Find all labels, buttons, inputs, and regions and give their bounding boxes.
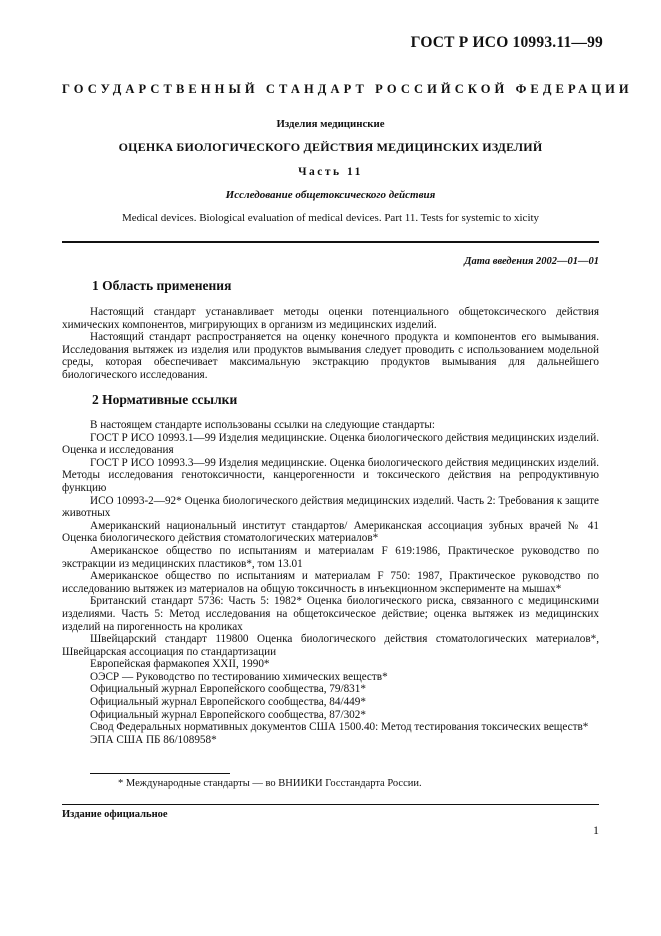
reference-item: Официальный журнал Европейского сообщества, 79/831* xyxy=(90,683,366,696)
section-2-heading: 2 Нормативные ссылки xyxy=(92,392,238,407)
reference-item: Американское общество по испытаниям и материалам F 619:1986, Практическое руководство по экстракции из медицинских пластиков*, том 13.01 xyxy=(62,544,599,570)
reference-item: ГОСТ Р ИСО 10993.1—99 Изделия медицинские. Оценка биологического действия медицинских изделий. Оценка и исследования xyxy=(62,431,599,457)
reference-item: Американский национальный институт стандартов/ Американская ассоциация зубных врачей № 41 Оценка биологического действия стоматологических материалов* xyxy=(62,519,599,545)
english-title: Medical devices. Biological evaluation of medical devices. Part 11. Tests for systemic to xicity xyxy=(121,212,540,224)
edition-label: Издание официальное xyxy=(62,809,168,820)
paragraph: Настоящий стандарт устанавливает методы оценки потенциального общетоксического действия химических компонентов, мигрирующих в организм из медицинских изделий. xyxy=(62,306,599,331)
reference-item: Официальный журнал Европейского сообщества, 87/302* xyxy=(90,708,366,721)
document-subject: Изделия медицинские xyxy=(276,118,385,130)
reference-item: В настоящем стандарте использованы ссылки на следующие стандарты: xyxy=(90,419,435,431)
standard-code: ГОСТ Р ИСО 10993.11—99 xyxy=(410,34,603,51)
document-subtitle: Исследование общетоксического действия xyxy=(225,189,436,201)
date-of-introduction: Дата введения 2002—01—01 xyxy=(464,256,599,267)
footnote: * Международные стандарты — во ВНИИКИ Госстандарта России. xyxy=(118,778,422,789)
reference-item: Европейская фармакопея XXII, 1990* xyxy=(90,658,270,671)
reference-item: Американское общество по испытаниям и материалам F 750: 1987, Практическое руководство по исследованию вытяжек из материалов на общую токсичность в инъекционном эксперименте на мышах* xyxy=(62,570,599,595)
reference-item: Британский стандарт 5736: Часть 5: 1982* Оценка биологического риска, связанного с медицинскими изделиями. Часть 5: Метод исследования на общетоксическое действие; оценка вытяжек из медицинских изделий на пирогенность на кроликах xyxy=(62,595,599,633)
edition-divider xyxy=(62,804,599,805)
document-title: ОЦЕНКА БИОЛОГИЧЕСКОГО ДЕЙСТВИЯ МЕДИЦИНСКИХ ИЗДЕЛИЙ xyxy=(118,140,543,154)
reference-item: ОЭСР — Руководство по тестированию химических веществ* xyxy=(90,670,388,683)
reference-item: Швейцарский стандарт 119800 Оценка биологического действия стоматологических материалов*, Швейцарская ассоциация по стандартизации xyxy=(62,633,599,658)
page-number: 1 xyxy=(593,823,599,837)
reference-item: ГОСТ Р ИСО 10993.3—99 Изделия медицинские. Оценка биологического действия медицинских изделий. Методы исследования генотоксичности, канцерогенности и токсического действия на репродуктивную функцию xyxy=(62,456,599,494)
reference-item: ЭПА США ПБ 86/108958* xyxy=(90,733,217,746)
document-part: Часть 11 xyxy=(298,166,363,178)
reference-item: ИСО 10993-2—92* Оценка биологического действия медицинских изделий. Часть 2: Требования к защите животных xyxy=(62,494,599,520)
state-standard-banner: ГОСУДАРСТВЕННЫЙ СТАНДАРТ РОССИЙСКОЙ ФЕДЕРАЦИИ xyxy=(62,82,633,96)
section-1-body xyxy=(62,306,599,382)
reference-item: Свод Федеральных нормативных документов США 1500.40: Метод тестирования токсических веществ* xyxy=(90,721,589,734)
section-1-heading: 1 Область применения xyxy=(92,278,232,293)
title-divider xyxy=(62,241,599,243)
paragraph: Настоящий стандарт распространяется на оценку конечного продукта и компонентов его вымывания. Исследования вытяжек из изделия или продуктов вымывания следует проводить с использованием модельной среды, которая обеспечивает максимальную экстракцию продуктов вымывания для дальнейшего биологического исследования. xyxy=(62,331,599,381)
reference-item: Официальный журнал Европейского сообщества, 84/449* xyxy=(90,696,366,709)
section-2-body xyxy=(62,419,599,746)
footnote-divider xyxy=(90,773,230,774)
